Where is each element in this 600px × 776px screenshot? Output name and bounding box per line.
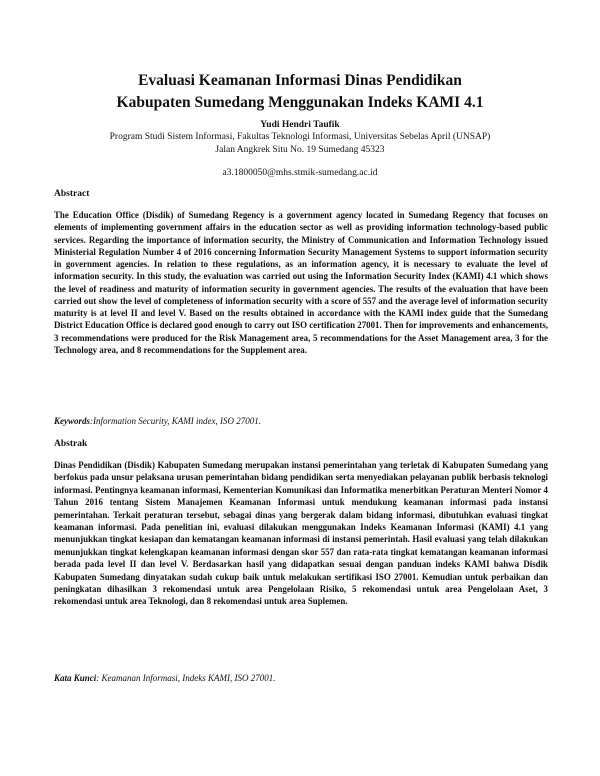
abstrak-heading: Abstrak <box>54 439 88 449</box>
affiliation-line-2: Jalan Angkrek Situ No. 19 Sumedang 45323 <box>215 145 385 155</box>
author-name: Yudi Hendri Taufik <box>260 120 340 130</box>
keywords-line <box>54 415 548 427</box>
affiliation <box>30 131 570 157</box>
keywords-label: Keywords <box>54 416 90 426</box>
kata-kunci-line <box>54 672 548 684</box>
keywords-text: :Information Security, KAMI index, ISO 27001. <box>90 416 261 426</box>
kata-kunci-label: Kata Kunci <box>54 673 97 683</box>
abstrak-body: Dinas Pendidikan (Disdik) Kabupaten Sumedang merupakan instansi pemerintahan yang terletak di Kabupaten Sumedang yang berfokus pada unsur pelaksana urusan pemerintahan bidang pendidikan serta menyediakan pelayanan publik berbasis teknologi informasi. Pentingnya keamanan informasi, Kementerian Komunikasi dan Informatika menerbitkan Peraturan Menteri Nomor 4 Tahun 2016 tentang Sistem Manajemen Keamanan Informasi untuk mendukung keamanan informasi pada instansi pemerintahan. Terkait peraturan tersebut, sebagai dinas yang bergerak dalam bidang informasi, dibutuhkan evaluasi tingkat keamanan informasi. Pada penelitian ini, evaluasi dilakukan menggunakan Indeks Keamanan Informasi (KAMI) 4.1 yang menunjukkan tingkat kesiapan dan kematangan keamanan informasi di instansi pemerintah. Hasil evaluasi yang telah dilakukan menunjukkan tingkat kelengkapan keamanan informasi dengan skor 557 dan rata-rata tingkat kematangan keamanan informasi berada pada level II dan level V. Berdasarkan hasil yang didapatkan sesuai dengan panduan indeks KAMI bahwa Disdik Kabupaten Sumedang dinyatakan sudah cukup baik untuk melakukan sertifikasi ISO 27001. Kemudian untuk perbaikan dan peningkatan dihasilkan 3 rekomendasi untuk area Pengelolaan Risiko, 5 rekomendasi untuk area Pengelolaan Aset, 3 rekomendasi untuk area Teknologi, dan 8 rekomendasi untuk area Suplemen. <box>54 460 548 607</box>
abstract-heading: Abstract <box>54 189 90 199</box>
affiliation-line-1: Program Studi Sistem Informasi, Fakultas Teknologi Informasi, Universitas Sebelas April (UNSAP) <box>109 132 491 142</box>
title-line-1: Evaluasi Keamanan Informasi Dinas Pendidikan <box>138 72 462 89</box>
paper-title <box>50 70 550 114</box>
kata-kunci-text: : Keamanan Informasi, Indeks KAMI, ISO 27001. <box>96 673 276 683</box>
author-email: a3.1800050@mhs.stmik-sumedang.ac.id <box>222 168 378 178</box>
abstract-body: The Education Office (Disdik) of Sumedang Regency is a government agency located in Sumedang Regency that focuses on elements of implementing government affairs in the education sector as well as providing information technology-based public services. Regarding the importance of information security, the Ministry of Communication and Information Technology issued Ministerial Regulation Number 4 of 2016 concerning Information Security Management Systems to support information security in government agencies. In relation to these regulations, as an information agency, it is necessary to evaluate the level of information security. In this study, the evaluation was carried out using the Information Security Index (KAMI) 4.1 which shows the level of readiness and maturity of information security in government agencies. The results of the evaluation that have been carried out show the level of completeness of information security with a score of 557 and the average level of information security maturity is at level II and level V. Based on the results obtained in accordance with the KAMI index guide that the Sumedang District Education Office is declared good enough to carry out ISO certification 27001. Then for improvements and enhancements, 3 recommendations were produced for the Risk Management area, 5 recommendations for the Asset Management area, 3 for the Technology area, and 8 recommendations for the Supplement area. <box>54 210 548 355</box>
title-line-2: Kabupaten Sumedang Menggunakan Indeks KAMI 4.1 <box>116 94 484 111</box>
